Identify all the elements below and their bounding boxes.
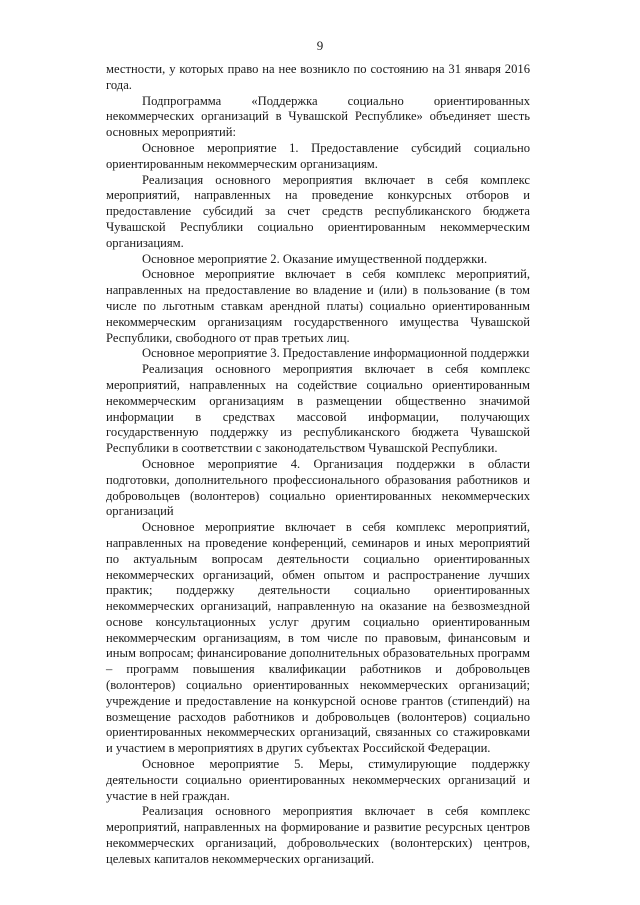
paragraph-measure-5-title: Основное мероприятие 5. Меры, стимулирующие поддержку деятельности социально ориентированных некоммерческих организаций и участие в ней граждан. <box>106 757 530 803</box>
paragraph-measure-5-description: Реализация основного мероприятия включает в себя комплекс мероприятий, направленных на формирование и развитие ресурсных центров некоммерческих организаций, добровольческих (волонтерских) центров, целевых капиталов некоммерческих организаций. <box>106 804 530 866</box>
paragraph-continuation: местности, у которых право на нее возникло по состоянию на 31 января 2016 года. <box>106 62 530 92</box>
paragraph-measure-1-description: Реализация основного мероприятия включает в себя комплекс мероприятий, направленных на проведение конкурсных отборов и предоставление субсидий за счет средств республиканского бюджета Чувашской Республики социально ориентированным некоммерческим организациям. <box>106 172 530 250</box>
paragraph-measure-2-title: Основное мероприятие 2. Оказание имущественной поддержки. <box>142 251 488 266</box>
page-number: 9 <box>316 38 324 53</box>
paragraph-measure-4-title: Основное мероприятие 4. Организация поддержки в области подготовки, дополнительного профессионального образования работников и добровольцев (волонтеров) социально ориентированных некоммерческих организаций <box>106 456 530 519</box>
document-body <box>106 62 530 868</box>
paragraph-measure-3-title: Основное мероприятие 3. Предоставление информационной поддержки <box>142 346 530 361</box>
paragraph-measure-3-description: Реализация основного мероприятия включает в себя комплекс мероприятий, направленных на содействие социально ориентированным некоммерческим организациям в размещении общественно значимой информации в средствах массовой информации, получающих государственную поддержку из республиканского бюджета Чувашской Республики в соответствии с законодательством Чувашской Республики. <box>106 362 530 456</box>
paragraph-subprogram-intro: Подпрограмма «Поддержка социально ориентированных некоммерческих организаций в Чувашской Республике» объединяет шесть основных мероприятий: <box>106 93 530 140</box>
paragraph-measure-2-description: Основное мероприятие включает в себя комплекс мероприятий, направленных на предоставление во владение и (или) в пользование (в том числе по льготным ставкам арендной платы) социально ориентированным некоммерческим организациям государственного имущества Чувашской Республики, свободного от прав третьих лиц. <box>106 267 530 345</box>
paragraph-measure-4-description: Основное мероприятие включает в себя комплекс мероприятий, направленных на проведение конференций, семинаров и иных мероприятий по актуальным вопросам деятельности социально ориентированных некоммерческих организаций, обмен опытом и распространение лучших практик; поддержку деятельности социально ориентированных некоммерческих организаций, направленную на оказание на безвозмездной основе консультационных услуг другим социально ориентированным некоммерческим организациям, в том числе по правовым, финансовым и иным вопросам; финансирование дополнительных образовательных программ – программ повышения квалификации работников и добровольцев (волонтеров) социально ориентированных некоммерческих организаций; учреждение и предоставление на конкурсной основе грантов (стипендий) на возмещение расходов работников и добровольцев (волонтеров) социально ориентированных некоммерческих организаций, связанных со стажировками и участием в мероприятиях в других субъектах Российской Федерации. <box>106 520 530 756</box>
paragraph-measure-1-title: Основное мероприятие 1. Предоставление субсидий социально ориентированным некоммерческим организациям. <box>106 140 530 171</box>
